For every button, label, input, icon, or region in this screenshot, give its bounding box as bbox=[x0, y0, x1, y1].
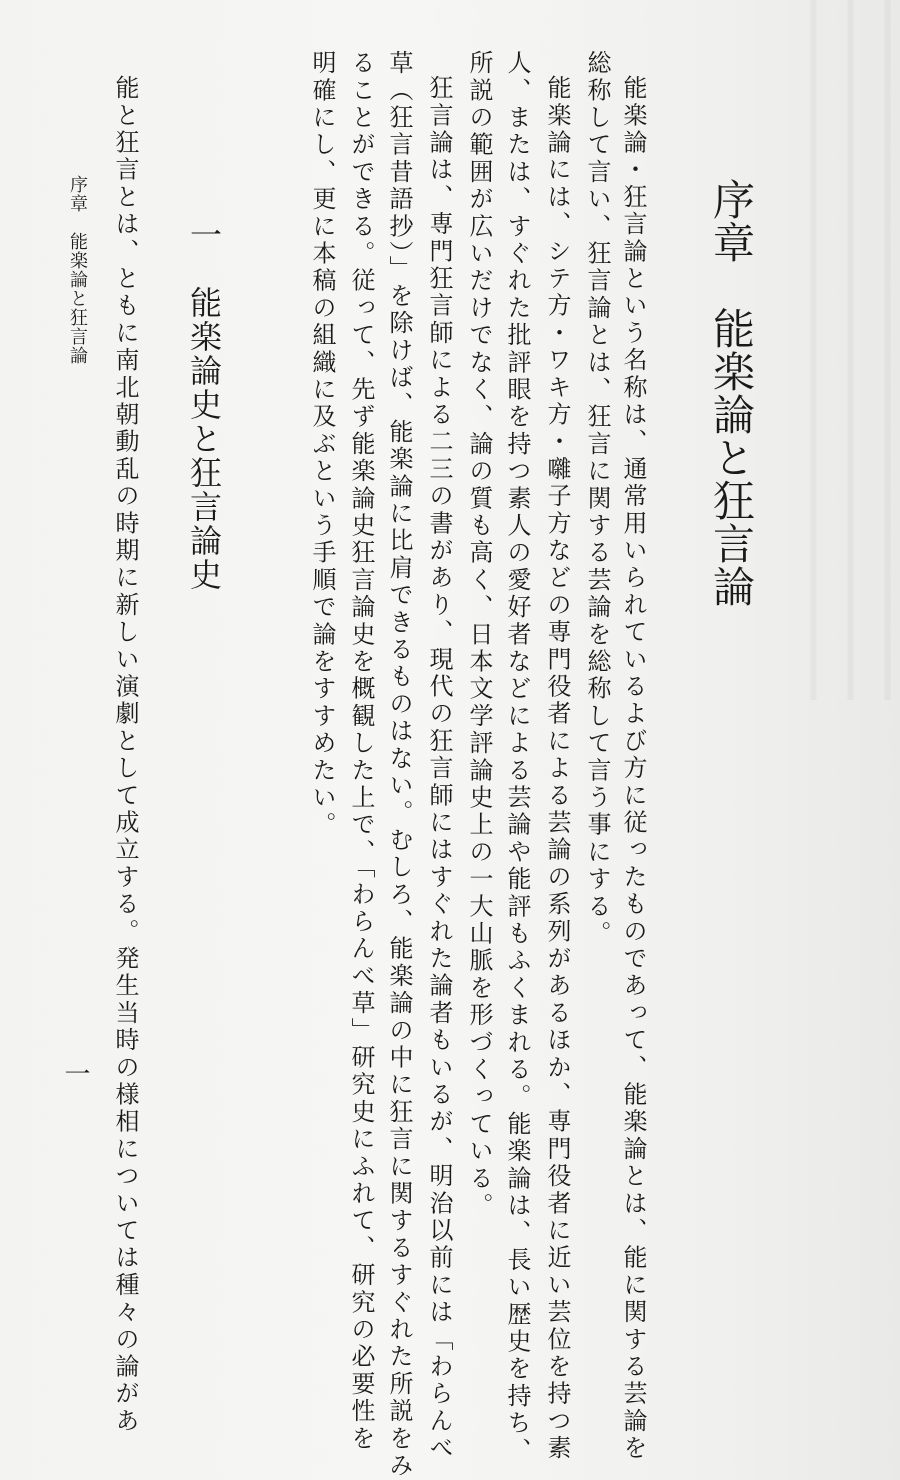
section-heading: 一 能楽論史と狂言論史 bbox=[185, 218, 223, 592]
paragraph-line: 狂言論は、専門狂言師による二三の書があり、現代の狂言師にはすぐれた論者もいるが、明治以前には「わらんべ bbox=[425, 75, 453, 1463]
paragraph-line: 総称して言い、狂言論とは、狂言に関する芸論を総称して言う事にする。 bbox=[583, 50, 611, 948]
page-number: 一 bbox=[60, 1060, 90, 1086]
paragraph-line: 所説の範囲が広いだけでなく、論の質も高く、日本文学評論史上の一大山脈を形づくっている。 bbox=[465, 50, 493, 1220]
paragraph-line: ることができる。従って、先ず能楽論史狂言論史を概観した上で、「わらんべ草」研究史にふれて、研究の必要性を bbox=[347, 50, 375, 1453]
chapter-title: 序章 能楽論と狂言論 bbox=[707, 178, 756, 608]
paragraph-line: 草（狂言昔語抄）」を除けば、能楽論に比肩できるものはない。むしろ、能楽論の中に狂言に関するすぐれた所説をみ bbox=[385, 50, 413, 1480]
paragraph-line: 能楽論・狂言論という名称は、通常用いられているよび方に従ったものであって、能楽論とは、能に関する芸論を bbox=[619, 75, 647, 1463]
show-through-shadow bbox=[780, 0, 900, 700]
paragraph-line: 明確にし、更に本稿の組織に及ぶという手順で論をすすめたい。 bbox=[308, 50, 336, 839]
paragraph-line: 能と狂言とは、ともに南北朝動乱の時期に新しい演劇として成立する。発生当時の様相については種々の論があ bbox=[111, 75, 139, 1435]
paragraph-line: 人、または、すぐれた批評眼を持つ素人の愛好者などによる芸論や能評もふくまれる。能楽論は、長い歴史を持ち、 bbox=[503, 50, 531, 1465]
running-head: 序章 能楽論と狂言論 bbox=[67, 175, 88, 365]
paragraph-line: 能楽論には、シテ方・ワキ方・囃子方などの専門役者による芸論の系列があるほか、専門役者に近い芸位を持つ素 bbox=[543, 75, 571, 1463]
